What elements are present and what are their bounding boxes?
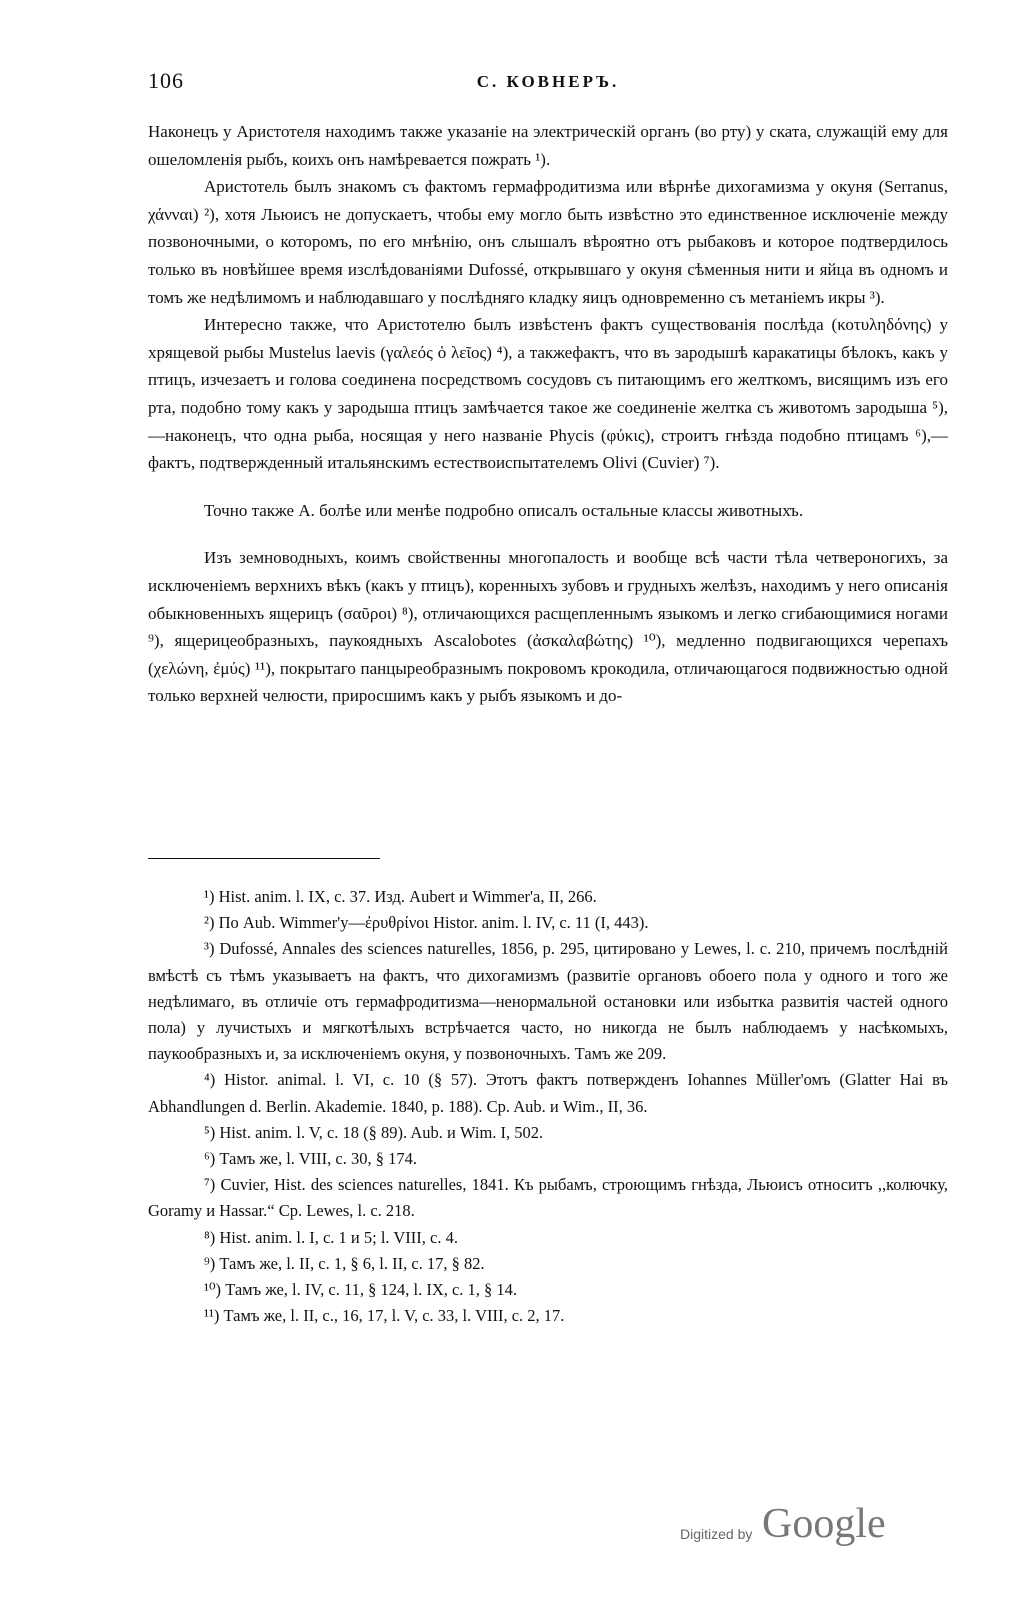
footnote-mark: ¹⁰) xyxy=(204,1280,222,1300)
google-logo: Google xyxy=(762,1501,886,1547)
paragraph-amphibians: Изъ земноводныхъ, коимъ свойственны многопалость и вообще всѣ части тѣла четвероногихъ, за исключеніемъ верхнихъ вѣкъ (какъ у птицъ), коренныхъ зубовъ и грудныхъ желѣзъ, находимъ у него описанія обыкновенныхъ ящерицъ (σαῦροι) ⁸), отличающихся расщепленнымъ языкомъ и легко сгибающимися ногами ⁹), ящерицеобразныхъ, паукоядныхъ Ascalobotes (ἀσκαλαβώτης) ¹⁰), медленно подвигающихся черепахъ (χελώνη, ἐμύς) ¹¹), покрытаго панцыреобразнымъ покровомъ крокодила, отличающагося подвижностью одной только верхней челюсти, приросшимъ какъ у рыбъ языкомъ и до- xyxy=(148,548,948,706)
main-text xyxy=(148,118,948,710)
footnote-mark: ⁶) xyxy=(204,1149,216,1169)
page-number: 106 xyxy=(148,68,184,93)
footnote-mark: ³) xyxy=(204,939,215,959)
paragraph-gap xyxy=(148,477,948,497)
paragraph-other-classes: Точно также А. болѣе или менѣе подробно описалъ остальные классы животныхъ. xyxy=(204,500,804,520)
footnote-text: Тамъ же, l. II, c., 16, 17, l. V, c. 33, l. VIII, c. 2, 17. xyxy=(223,1306,565,1326)
footnote xyxy=(148,1172,948,1224)
footnote-mark: ⁸) xyxy=(204,1227,216,1247)
page-header xyxy=(148,68,948,102)
footnotes xyxy=(148,884,948,1329)
paragraph-electric-organ: Наконецъ у Аристотеля находимъ также указаніе на электрическій органъ (во рту) у ската, служащій ему для ошеломленія рыбъ, коихъ онъ намѣревается пожрать ¹). xyxy=(148,122,948,169)
footnote xyxy=(148,1251,948,1277)
footnote-mark: ⁷) xyxy=(204,1175,216,1195)
footnote-mark: ⁴) xyxy=(204,1070,216,1090)
section-gap xyxy=(148,524,948,544)
footnote xyxy=(148,936,948,1067)
digitized-by-google-watermark xyxy=(680,1500,900,1560)
running-head: С. КОВНЕРЪ. xyxy=(476,72,620,91)
footnote xyxy=(148,1225,948,1251)
footnote-text: Cuvier, Hist. des sciences naturelles, 1841. Къ рыбамъ, строющимъ гнѣзда, Льюисъ относитъ ,,колючку, Goramy и Hassar.“ Cp. Lewes, l. c. 218. xyxy=(148,1175,949,1221)
footnote-mark: ²) xyxy=(204,913,215,933)
footnote-text: Тамъ же, l. IV, c. 11, § 124, l. IX, c. 1, § 14. xyxy=(225,1280,518,1300)
footnote xyxy=(148,1120,948,1146)
footnote-text: Тамъ же, l. II, c. 1, § 6, l. II, c. 17, § 82. xyxy=(219,1253,485,1273)
footnote-text: Histor. animal. l. VI, c. 10 (§ 57). Этотъ фактъ потвержденъ Iohannes Müller'омъ (Glatter Hai въ Abhandlungen d. Berlin. Akademie. 1840, p. 188). Cp. Aub. и Wim., II, 36. xyxy=(148,1070,949,1116)
footnote-mark: ¹¹) xyxy=(204,1306,220,1326)
footnote-text: По Aub. Wimmer'у—ἐρυθρίνοι Histor. anim. l. IV, c. 11 (I, 443). xyxy=(218,913,649,933)
footnote xyxy=(148,1146,948,1172)
paragraph-placenta: Интересно также, что Аристотелю былъ извѣстенъ фактъ существованія послѣда (κοτυληδόνης) у хрящевой рыбы Mustelus laevis (γαλεός ὁ λεῖος) ⁴), а такжефактъ, что въ зародышѣ каракатицы бѣлокъ, какъ у птицъ, изчезаетъ и голова соединена посредствомъ сосудовъ съ питающимъ его желткомъ, висящимъ изъ его рта, подобно тому какъ у зародыша птицъ замѣчается такое же соединеніе желтка съ животомъ зародыша ⁵),—наконецъ, что одна рыба, носящая у него названіе Phycis (φύκις), строитъ гнѣзда подобно птицамъ ⁶),—фактъ, подтвержденный итальянскимъ естествоиспытателемъ Olivi (Cuvier) ⁷). xyxy=(148,315,948,473)
watermark-prefix: Digitized by xyxy=(680,1526,753,1542)
footnote-text: Тамъ же, l. VIII, c. 30, § 174. xyxy=(219,1149,417,1169)
footnote xyxy=(148,1067,948,1119)
footnote-divider xyxy=(148,858,380,859)
footnote-mark: ⁹) xyxy=(204,1253,216,1273)
footnote xyxy=(148,1277,948,1303)
footnote-text: Hist. anim. l. I, c. 1 и 5; l. VIII, c. 4. xyxy=(219,1227,458,1247)
footnote-mark: ¹) xyxy=(204,887,215,906)
footnote-text: Hist. anim. l. IX, c. 37. Изд. Aubert и Wimmer'а, II, 266. xyxy=(218,887,597,906)
footnote xyxy=(148,1303,948,1329)
footnote xyxy=(148,910,948,936)
footnote xyxy=(148,884,948,910)
paragraph-hermaphroditism: Аристотель былъ знакомъ съ фактомъ гермафродитизма или вѣрнѣе дихогамизма у окуня (Serranus, χάνναι) ²), хотя Льюисъ не допускаетъ, чтобы ему могло быть извѣстно это единственное исключеніе между позвоночными, о которомъ, по его мнѣнію, онъ слышалъ вѣроятно отъ рыбаковъ и которое подтвердилось только въ новѣйшее время изслѣдованіями Dufossé, открывшаго у окуня сѣменныя нити и яйца въ одномъ и томъ же недѣлимомъ и наблюдавшаго у послѣдняго кладку яицъ одновременно съ метаніемъ икры ³). xyxy=(148,177,948,307)
footnote-mark: ⁵) xyxy=(204,1122,216,1142)
footnote-text: Dufossé, Annales des sciences naturelles, 1856, p. 295, цитировано у Lewes, l. c. 210, причемъ послѣдній вмѣстѣ съ тѣмъ указываетъ на фактъ, что дихогамизмъ (развитіе органовъ обоего пола у одного и того же недѣлимаго, въ отличіе отъ гермафродитизма—ненормальной остановки или избытка развитія частей одного пола) у лучистыхъ и мягкотѣлыхъ встрѣчается часто, но никогда не былъ наблюдаемъ у насѣкомыхъ, паукообразныхъ и, за исключеніемъ окуня, у позвоночныхъ. Тамъ же 209. xyxy=(148,939,949,1064)
footnote-text: Hist. anim. l. V, c. 18 (§ 89). Aub. и Wim. I, 502. xyxy=(219,1122,544,1142)
